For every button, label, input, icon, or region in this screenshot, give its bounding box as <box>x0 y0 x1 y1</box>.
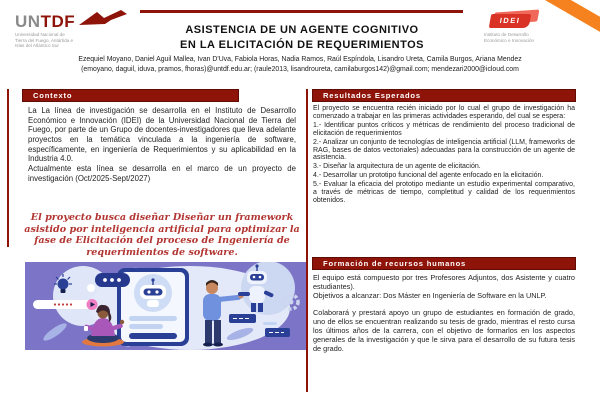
section-heading-resultados: Resultados Esperados <box>312 89 576 102</box>
idei-logo <box>484 14 584 44</box>
formacion-paragraph-2: Objetivos a alcanzar: Dos Máster en Ingeniería de Software en la UNLP. <box>313 291 547 301</box>
contexto-highlight-text: El proyecto busca diseñar Diseñar un framework asistido por inteligencia artificial para optimizar la fase de Elicitación del proceso de Ingeniería de requerimientos de software. <box>24 212 300 258</box>
contexto-body <box>28 106 296 183</box>
untdf-subtitle-line: Islas del Atlántico Sur <box>15 43 59 49</box>
author-names: Ezequiel Moyano, Daniel Aguil Mallea, Ivan D'Uva, Fabiola Horas, Nadia Ramos, Raúl Espíndola, Lisandro Ureta, Camila Burgos, Ariana Mendez <box>78 56 522 63</box>
bird-icon <box>77 8 129 28</box>
idei-logo-mark <box>490 14 536 29</box>
search-bar-icon <box>33 299 98 310</box>
untdf-acronym-red: TDF <box>40 12 76 31</box>
left-border-line <box>7 89 9 247</box>
contexto-paragraph-2: Actualmente esta línea se desarrolla en el marco de un proyecto de investigación (Oct/2025-Sept/2027) <box>28 163 296 183</box>
idei-logo-subtitle <box>484 32 584 44</box>
resultado-item-4: 4.- Desarrollar un prototipo funcional del agente enfocado en la elicitación. <box>313 172 544 180</box>
idei-subtitle-line: Instituto de Desarrollo <box>484 32 529 37</box>
idei-subtitle-line: Económico e Innovación <box>484 37 535 43</box>
resultados-intro: El proyecto se encuentra recién iniciado por lo cual el grupo de investigación ha comenzado a trabajar en las primeras actividades esperando, del cual se espera: <box>313 105 575 120</box>
untdf-logo-subtitle <box>15 32 133 49</box>
untdf-subtitle-line: Tierra del Fuego, Antártida e <box>15 37 74 43</box>
untdf-logo <box>15 13 133 49</box>
contexto-paragraph-1: La La línea de investigación se desarrolla en el Instituto de Desarrollo Económico e Innovación (IDEI) de la Universidad Nacional de Tierra del Fuego, por parte de un Grupo de docentes-investigadores que lleva adelante proyectos en la temática vinculada a la ingeniería de software, específicamente, en ingeniería de Requerimientos y su aplicabilidad en la Industria 4.0. <box>28 106 296 164</box>
untdf-acronym-gray: UN <box>15 12 41 31</box>
formacion-body <box>313 273 575 353</box>
authors-block <box>20 55 580 75</box>
idei-acronym: IDEI <box>489 14 531 28</box>
page-title <box>128 23 476 54</box>
column-divider-line <box>306 89 308 392</box>
resultado-item-3: 3.- Diseñar la arquitectura de un agente de elicitación. <box>313 163 481 171</box>
untdf-logo-text <box>15 13 133 30</box>
author-emails: (emoyano, daguil, iduva, pramos, fhoras)@untdf.edu.ar; (raule2013, lisandroureta, camilaburgos142)@gmail.com; mendezari2000@icloud.com <box>81 66 519 74</box>
resultado-item-2: 2.- Analizar un conjunto de tecnologías de inteligencia artificial (LLM, frameworks de RAG, bases de datos vectoriales) adecuadas para la construcción de un agente de asistencia. <box>313 138 575 162</box>
page-title-line1: ASISTENCIA DE UN AGENTE COGNITIVO <box>185 24 419 36</box>
untdf-subtitle-line: Universidad Nacional de <box>15 32 65 37</box>
resultados-body <box>313 105 575 206</box>
chatbot-illustration <box>25 262 306 350</box>
formacion-paragraph-1: El equipo está compuesto por tres Profesores Adjuntos, dos Asistente y cuatro estudiantes). <box>313 273 575 292</box>
section-heading-contexto: Contexto <box>22 89 239 102</box>
page-title-line2: EN LA ELICITACIÓN DE REQUERIMIENTOS <box>179 39 425 52</box>
title-rule <box>140 10 463 13</box>
section-heading-formacion: Formación de recursos humanos <box>312 257 576 270</box>
resultado-item-1: 1.- Identificar puntos críticos y métricas de rendimiento del proceso tradicional de elicitación de requerimientos <box>313 121 575 137</box>
resultado-item-5: 5.- Evaluar la eficacia del prototipo mediante un estudio experimental comparativo, a través de métricas de tiempo, completitud y calidad de los requerimientos obtenidos. <box>313 181 575 204</box>
formacion-paragraph-3: Colaborará y prestará apoyo un grupo de estudiantes en formación de grado, uno de ellos se encuentran realizando su tesis de grado, mientras el resto cursa los últimos años de la carrera, con el objetivo de formarlos en los aspectos generales de la investigación y que le sirva para el desarrollo de su futura tesis de grado. <box>313 308 575 354</box>
